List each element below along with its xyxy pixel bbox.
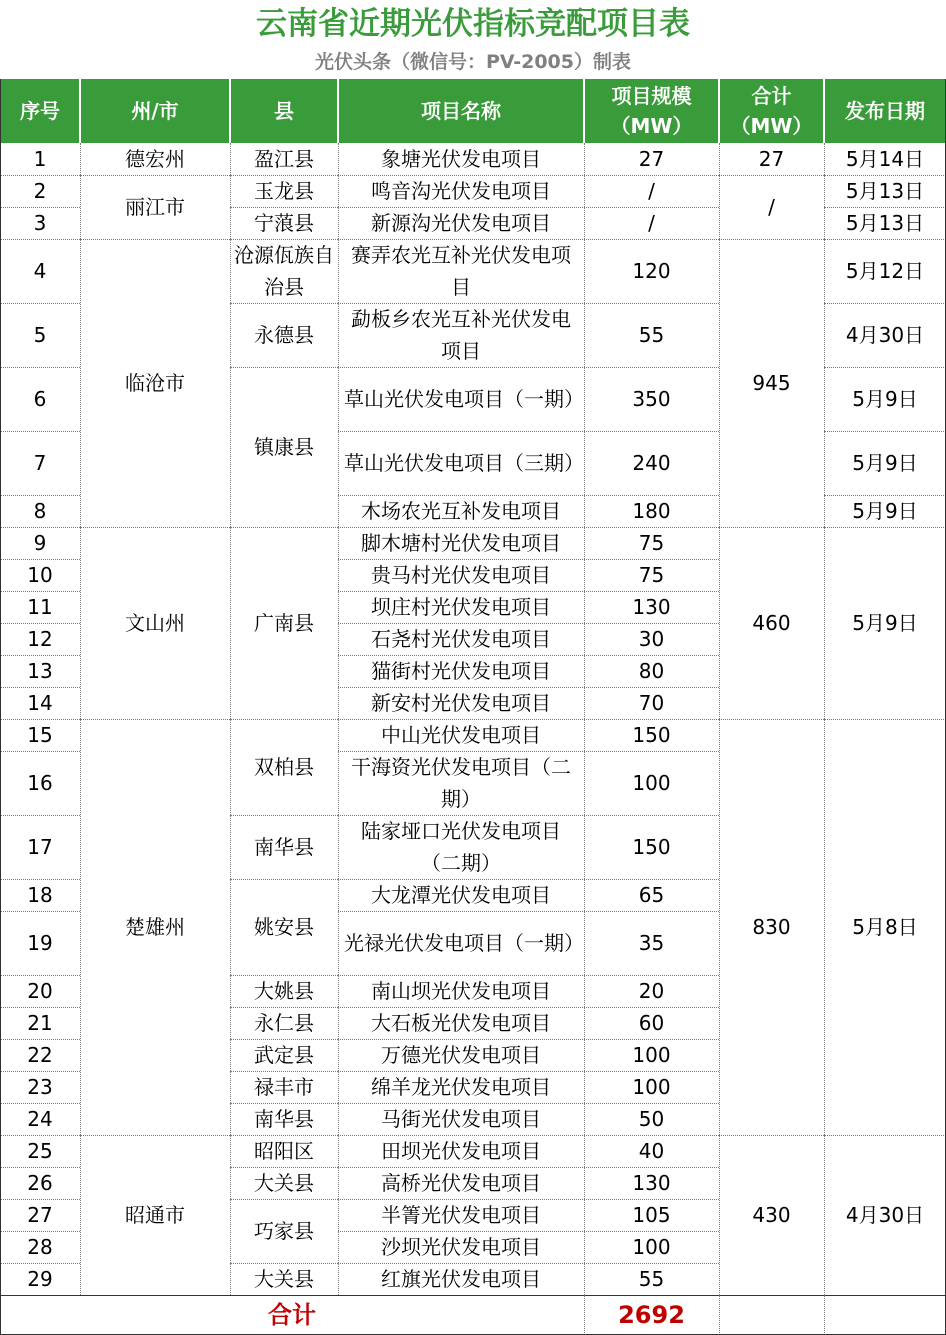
date-cell: 5月9日 [824,527,946,719]
grid-line [0,751,80,752]
grid-line [338,367,719,368]
footer-total-value: 2692 [584,1295,719,1335]
date-cell: 5月12日 [824,239,946,303]
grid-line [230,1199,338,1200]
county-cell: 大姚县 [230,975,338,1007]
row-index: 6 [0,367,80,431]
project-capacity: 120 [584,239,719,303]
grid-line [230,143,231,1295]
project-capacity: 150 [584,815,719,879]
project-name: 大石板光伏发电项目 [338,1007,584,1039]
city-cell: 楚雄州 [80,719,230,1135]
grid-line [0,175,80,176]
date-cell: 4月30日 [824,1135,946,1295]
grid-line [338,1263,719,1264]
header-capacity: 项目规模（MW） [584,79,719,143]
grid-line [0,367,80,368]
date-cell: 5月9日 [824,367,946,431]
grid-line [824,495,946,496]
grid-line [338,719,719,720]
row-index: 8 [0,495,80,527]
grid-line [0,431,80,432]
header-divider [337,79,339,143]
grid-line [0,655,80,656]
row-index: 20 [0,975,80,1007]
row-index: 25 [0,1135,80,1167]
row-index: 16 [0,751,80,815]
grid-line [0,79,1,1335]
grid-line [80,239,230,240]
row-index: 2 [0,175,80,207]
grid-line [338,527,719,528]
grid-line [0,207,80,208]
project-name: 绵羊龙光伏发电项目 [338,1071,584,1103]
project-name: 光禄光伏发电项目（一期） [338,911,584,975]
project-name: 中山光伏发电项目 [338,719,584,751]
grid-line [230,207,338,208]
footer-empty-cell [824,1295,946,1335]
row-index: 18 [0,879,80,911]
row-index: 14 [0,687,80,719]
row-index: 11 [0,591,80,623]
grid-line [824,303,946,304]
project-capacity: 75 [584,559,719,591]
grid-line [80,1295,230,1296]
project-name: 沙坝光伏发电项目 [338,1231,584,1263]
county-cell: 南华县 [230,1103,338,1135]
grid-line [0,1295,80,1296]
row-index: 27 [0,1199,80,1231]
grid-line [584,1295,585,1335]
grid-line [230,1007,338,1008]
county-cell: 永仁县 [230,1007,338,1039]
grid-line [338,303,719,304]
grid-line [0,239,80,240]
project-capacity: 80 [584,655,719,687]
date-cell: 5月14日 [824,143,946,175]
county-cell: 宁蒗县 [230,207,338,239]
county-cell: 昭阳区 [230,1135,338,1167]
city-cell: 文山州 [80,527,230,719]
project-name: 高桥光伏发电项目 [338,1167,584,1199]
project-capacity: / [584,175,719,207]
grid-line [719,1295,824,1296]
subtotal-cell: 460 [719,527,824,719]
project-capacity: 75 [584,527,719,559]
grid-line [824,1295,825,1335]
grid-line [338,1103,719,1104]
project-name: 陆家垭口光伏发电项目（二期） [338,815,584,879]
grid-line [338,143,339,1295]
project-capacity: 70 [584,687,719,719]
row-index: 13 [0,655,80,687]
grid-line [0,1007,80,1008]
grid-line [824,719,946,720]
grid-line [719,239,824,240]
row-index: 5 [0,303,80,367]
grid-line [338,1231,719,1232]
grid-line [584,143,585,1295]
grid-line [230,527,338,528]
row-index: 3 [0,207,80,239]
grid-line [824,207,946,208]
project-capacity: 240 [584,431,719,495]
grid-line [0,1167,80,1168]
county-cell: 禄丰市 [230,1071,338,1103]
project-name: 半箐光伏发电项目 [338,1199,584,1231]
project-name: 田坝光伏发电项目 [338,1135,584,1167]
county-cell: 巧家县 [230,1199,338,1263]
project-capacity: 27 [584,143,719,175]
grid-line [719,175,824,176]
row-index: 29 [0,1263,80,1295]
row-index: 21 [0,1007,80,1039]
row-index: 1 [0,143,80,175]
project-capacity: 40 [584,1135,719,1167]
grid-line [230,1039,338,1040]
row-index: 12 [0,623,80,655]
grid-line [230,367,338,368]
grid-line [230,879,338,880]
date-cell: 5月13日 [824,175,946,207]
date-cell: 5月13日 [824,207,946,239]
row-index: 23 [0,1071,80,1103]
grid-line [230,1103,338,1104]
project-name: 草山光伏发电项目（一期） [338,367,584,431]
city-cell: 丽江市 [80,175,230,239]
page-title: 云南省近期光伏指标竞配项目表 [256,6,690,42]
grid-line [0,559,80,560]
grid-line [824,239,946,240]
county-cell: 武定县 [230,1039,338,1071]
project-name: 草山光伏发电项目（三期） [338,431,584,495]
county-cell: 广南县 [230,527,338,719]
grid-line [719,1295,720,1335]
grid-line [230,975,338,976]
county-cell: 大关县 [230,1263,338,1295]
project-name: 新安村光伏发电项目 [338,687,584,719]
header-county: 县 [230,79,338,143]
grid-line [230,1295,338,1296]
grid-line [0,527,80,528]
grid-line [719,719,824,720]
grid-line [0,1135,80,1136]
grid-line [80,1135,230,1136]
grid-line [824,1295,946,1296]
subtotal-cell: 830 [719,719,824,1135]
grid-line [0,1199,80,1200]
date-cell: 4月30日 [824,303,946,367]
grid-line [338,431,719,432]
grid-line [338,975,719,976]
county-cell: 大关县 [230,1167,338,1199]
header-city: 州/市 [80,79,230,143]
grid-line [80,143,81,1295]
row-index: 17 [0,815,80,879]
grid-line [338,1167,719,1168]
grid-line [230,719,338,720]
row-index: 4 [0,239,80,303]
grid-line [80,527,230,528]
grid-line [338,559,719,560]
county-cell: 双柏县 [230,719,338,815]
project-name: 赛弄农光互补光伏发电项目 [338,239,584,303]
grid-line [719,1135,824,1136]
project-name: 脚木塘村光伏发电项目 [338,527,584,559]
grid-line [230,303,338,304]
grid-line [338,1295,719,1296]
grid-line [0,591,80,592]
subtotal-cell: / [719,175,824,239]
grid-line [0,1103,80,1104]
grid-line [824,367,946,368]
county-cell: 沧源佤族自治县 [230,239,338,303]
project-capacity: 350 [584,367,719,431]
project-name: 大龙潭光伏发电项目 [338,879,584,911]
grid-line [824,175,946,176]
header-divider [583,79,585,143]
grid-line [0,879,80,880]
grid-line [0,495,80,496]
county-cell: 永德县 [230,303,338,367]
row-index: 19 [0,911,80,975]
project-capacity: 105 [584,1199,719,1231]
county-cell: 镇康县 [230,367,338,527]
project-name: 鸣音沟光伏发电项目 [338,175,584,207]
grid-line [230,1263,338,1264]
grid-line [338,815,719,816]
project-name: 新源沟光伏发电项目 [338,207,584,239]
grid-line [338,207,719,208]
project-capacity: 55 [584,1263,719,1295]
grid-line [0,975,80,976]
subtotal-cell: 945 [719,239,824,527]
project-name: 象塘光伏发电项目 [338,143,584,175]
grid-line [338,687,719,688]
grid-line [824,143,825,1295]
page-subtitle: 光伏头条（微信号：PV-2005）制表 [314,51,631,73]
footer-total-label: 合计 [0,1295,584,1335]
project-capacity: 100 [584,1231,719,1263]
grid-line [230,175,338,176]
date-cell: 5月9日 [824,495,946,527]
grid-line [0,623,80,624]
grid-line [338,911,719,912]
project-capacity: 50 [584,1103,719,1135]
project-capacity: 60 [584,1007,719,1039]
grid-line [0,815,80,816]
project-name: 木场农光互补发电项目 [338,495,584,527]
city-cell: 临沧市 [80,239,230,527]
project-name: 猫街村光伏发电项目 [338,655,584,687]
county-cell: 姚安县 [230,879,338,975]
project-capacity: 130 [584,1167,719,1199]
grid-line [824,431,946,432]
header-index: 序号 [0,79,80,143]
grid-line [719,527,824,528]
row-index: 26 [0,1167,80,1199]
header-project: 项目名称 [338,79,584,143]
grid-line [230,1071,338,1072]
project-capacity: 100 [584,751,719,815]
subtotal-cell: 27 [719,143,824,175]
project-capacity: 100 [584,1071,719,1103]
header-divider [823,79,825,143]
project-capacity: 35 [584,911,719,975]
header-divider [718,79,720,143]
project-name: 马街光伏发电项目 [338,1103,584,1135]
project-capacity: 100 [584,1039,719,1071]
grid-line [0,1071,80,1072]
header-divider [229,79,231,143]
grid-line [0,1263,80,1264]
row-index: 28 [0,1231,80,1263]
grid-line [338,623,719,624]
grid-line [338,1039,719,1040]
project-capacity: 20 [584,975,719,1007]
project-capacity: 65 [584,879,719,911]
grid-line [338,1007,719,1008]
row-index: 22 [0,1039,80,1071]
row-index: 9 [0,527,80,559]
project-capacity: 130 [584,591,719,623]
city-cell: 昭通市 [80,1135,230,1295]
date-cell: 5月9日 [824,431,946,495]
project-capacity: 30 [584,623,719,655]
grid-line [0,1039,80,1040]
grid-line [0,687,80,688]
project-name: 干海资光伏发电项目（二期） [338,751,584,815]
grid-line [0,1231,80,1232]
grid-line [0,719,80,720]
grid-line [338,495,719,496]
project-capacity: / [584,207,719,239]
grid-line [719,143,720,1295]
grid-line [338,1199,719,1200]
row-index: 10 [0,559,80,591]
grid-line [338,591,719,592]
footer-empty-cell [719,1295,824,1335]
project-capacity: 150 [584,719,719,751]
subtotal-cell: 430 [719,1135,824,1295]
grid-line [338,175,719,176]
grid-line [0,911,80,912]
county-cell: 盈江县 [230,143,338,175]
header-divider [79,79,81,143]
grid-line [230,1135,338,1136]
grid-line [824,1135,946,1136]
grid-line [338,1135,719,1136]
header-subtotal: 合计（MW） [719,79,824,143]
grid-line [338,239,719,240]
grid-line [338,879,719,880]
grid-line [230,1167,338,1168]
project-name: 石尧村光伏发电项目 [338,623,584,655]
city-cell: 德宏州 [80,143,230,175]
project-capacity: 180 [584,495,719,527]
grid-line [80,719,230,720]
row-index: 7 [0,431,80,495]
grid-line [338,1071,719,1072]
project-name: 坝庄村光伏发电项目 [338,591,584,623]
project-name: 勐板乡农光互补光伏发电项目 [338,303,584,367]
grid-line [824,527,946,528]
county-cell: 玉龙县 [230,175,338,207]
row-index: 24 [0,1103,80,1135]
row-index: 15 [0,719,80,751]
project-name: 贵马村光伏发电项目 [338,559,584,591]
project-capacity: 55 [584,303,719,367]
date-cell: 5月8日 [824,719,946,1135]
grid-line [0,303,80,304]
grid-line [230,815,338,816]
grid-line [230,239,338,240]
project-name: 万德光伏发电项目 [338,1039,584,1071]
grid-line [338,655,719,656]
header-date: 发布日期 [824,79,946,143]
project-name: 红旗光伏发电项目 [338,1263,584,1295]
project-name: 南山坝光伏发电项目 [338,975,584,1007]
grid-line [338,751,719,752]
county-cell: 南华县 [230,815,338,879]
grid-line [80,175,230,176]
